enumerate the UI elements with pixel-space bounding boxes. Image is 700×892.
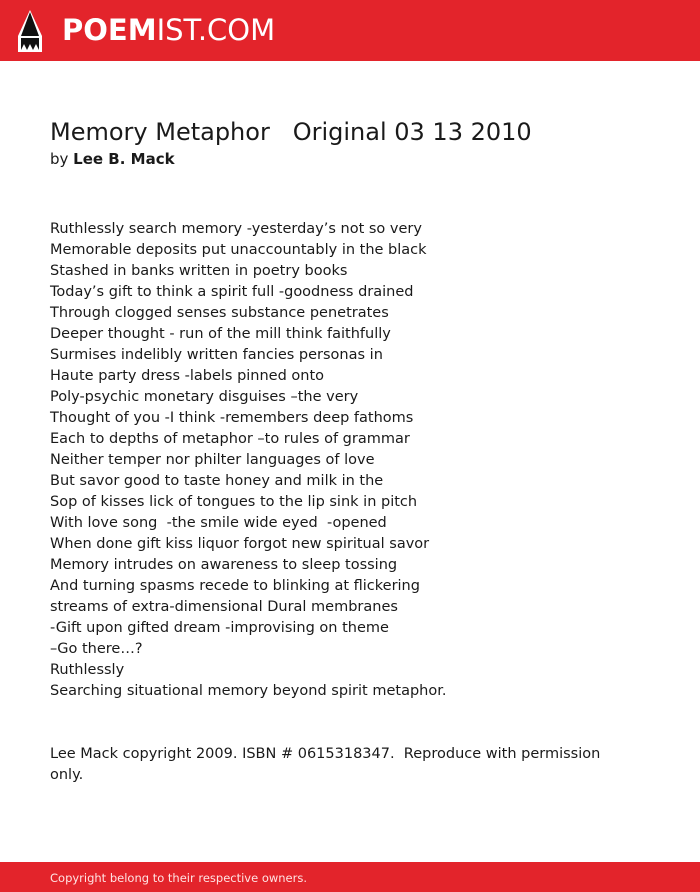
poem-line: And turning spasms recede to blinking at flickering xyxy=(50,578,420,594)
poem-line: -Gift upon gifted dream -improvising on theme xyxy=(50,620,389,636)
copyright-notice: Lee Mack copyright 2009. ISBN # 0615318347. Reproduce with permission only. xyxy=(50,746,605,783)
by-label: by xyxy=(50,150,74,168)
poem-line: But savor good to taste honey and milk in the xyxy=(50,473,384,489)
poem-line: Haute party dress -labels pinned onto xyxy=(50,368,325,384)
poem-line: Searching situational memory beyond spirit metaphor. xyxy=(50,683,447,699)
site-header xyxy=(0,0,700,61)
poem-line: Through clogged senses substance penetrates xyxy=(50,305,389,321)
poem-line: –Go there…? xyxy=(50,641,143,657)
pencil-logo-icon[interactable] xyxy=(18,10,42,52)
poem-title: Memory Metaphor Original 03 13 2010 xyxy=(50,118,532,146)
author-name: Lee B. Mack xyxy=(73,150,175,168)
poem-line: Ruthlessly search memory -yesterday’s not so very xyxy=(50,221,422,237)
poem-line: With love song -the smile wide eyed -opened xyxy=(50,515,387,531)
poem-line: Sop of kisses lick of tongues to the lip sink in pitch xyxy=(50,494,418,510)
poem-line: Ruthlessly xyxy=(50,662,125,678)
poem-line: Deeper thought - run of the mill think faithfully xyxy=(50,326,391,342)
poem-line: When done gift kiss liquor forgot new spiritual savor xyxy=(50,536,430,552)
poem-body xyxy=(50,219,446,702)
poem-line: Today’s gift to think a spirit full -goodness drained xyxy=(50,284,414,300)
poem-line: Memorable deposits put unaccountably in the black xyxy=(50,242,427,258)
logo-bold-text: POEM xyxy=(62,13,157,47)
poem-line: Poly-psychic monetary disguises –the very xyxy=(50,389,359,405)
poem-line: Each to depths of metaphor –to rules of grammar xyxy=(50,431,410,447)
poem-line: Neither temper nor philter languages of love xyxy=(50,452,375,468)
logo-light-text: IST.COM xyxy=(156,13,276,47)
byline xyxy=(50,149,175,169)
footer-text: Copyright belong to their respective owners. xyxy=(50,871,308,885)
poem-line: Surmises indelibly written fancies personas in xyxy=(50,347,383,363)
poem-line: Thought of you -I think -remembers deep fathoms xyxy=(50,410,414,426)
poem-line: Stashed in banks written in poetry books xyxy=(50,263,348,279)
poem-line: Memory intrudes on awareness to sleep tossing xyxy=(50,557,398,573)
site-footer xyxy=(0,862,700,892)
poem-line: streams of extra-dimensional Dural membranes xyxy=(50,599,398,615)
site-logo[interactable] xyxy=(62,12,275,48)
